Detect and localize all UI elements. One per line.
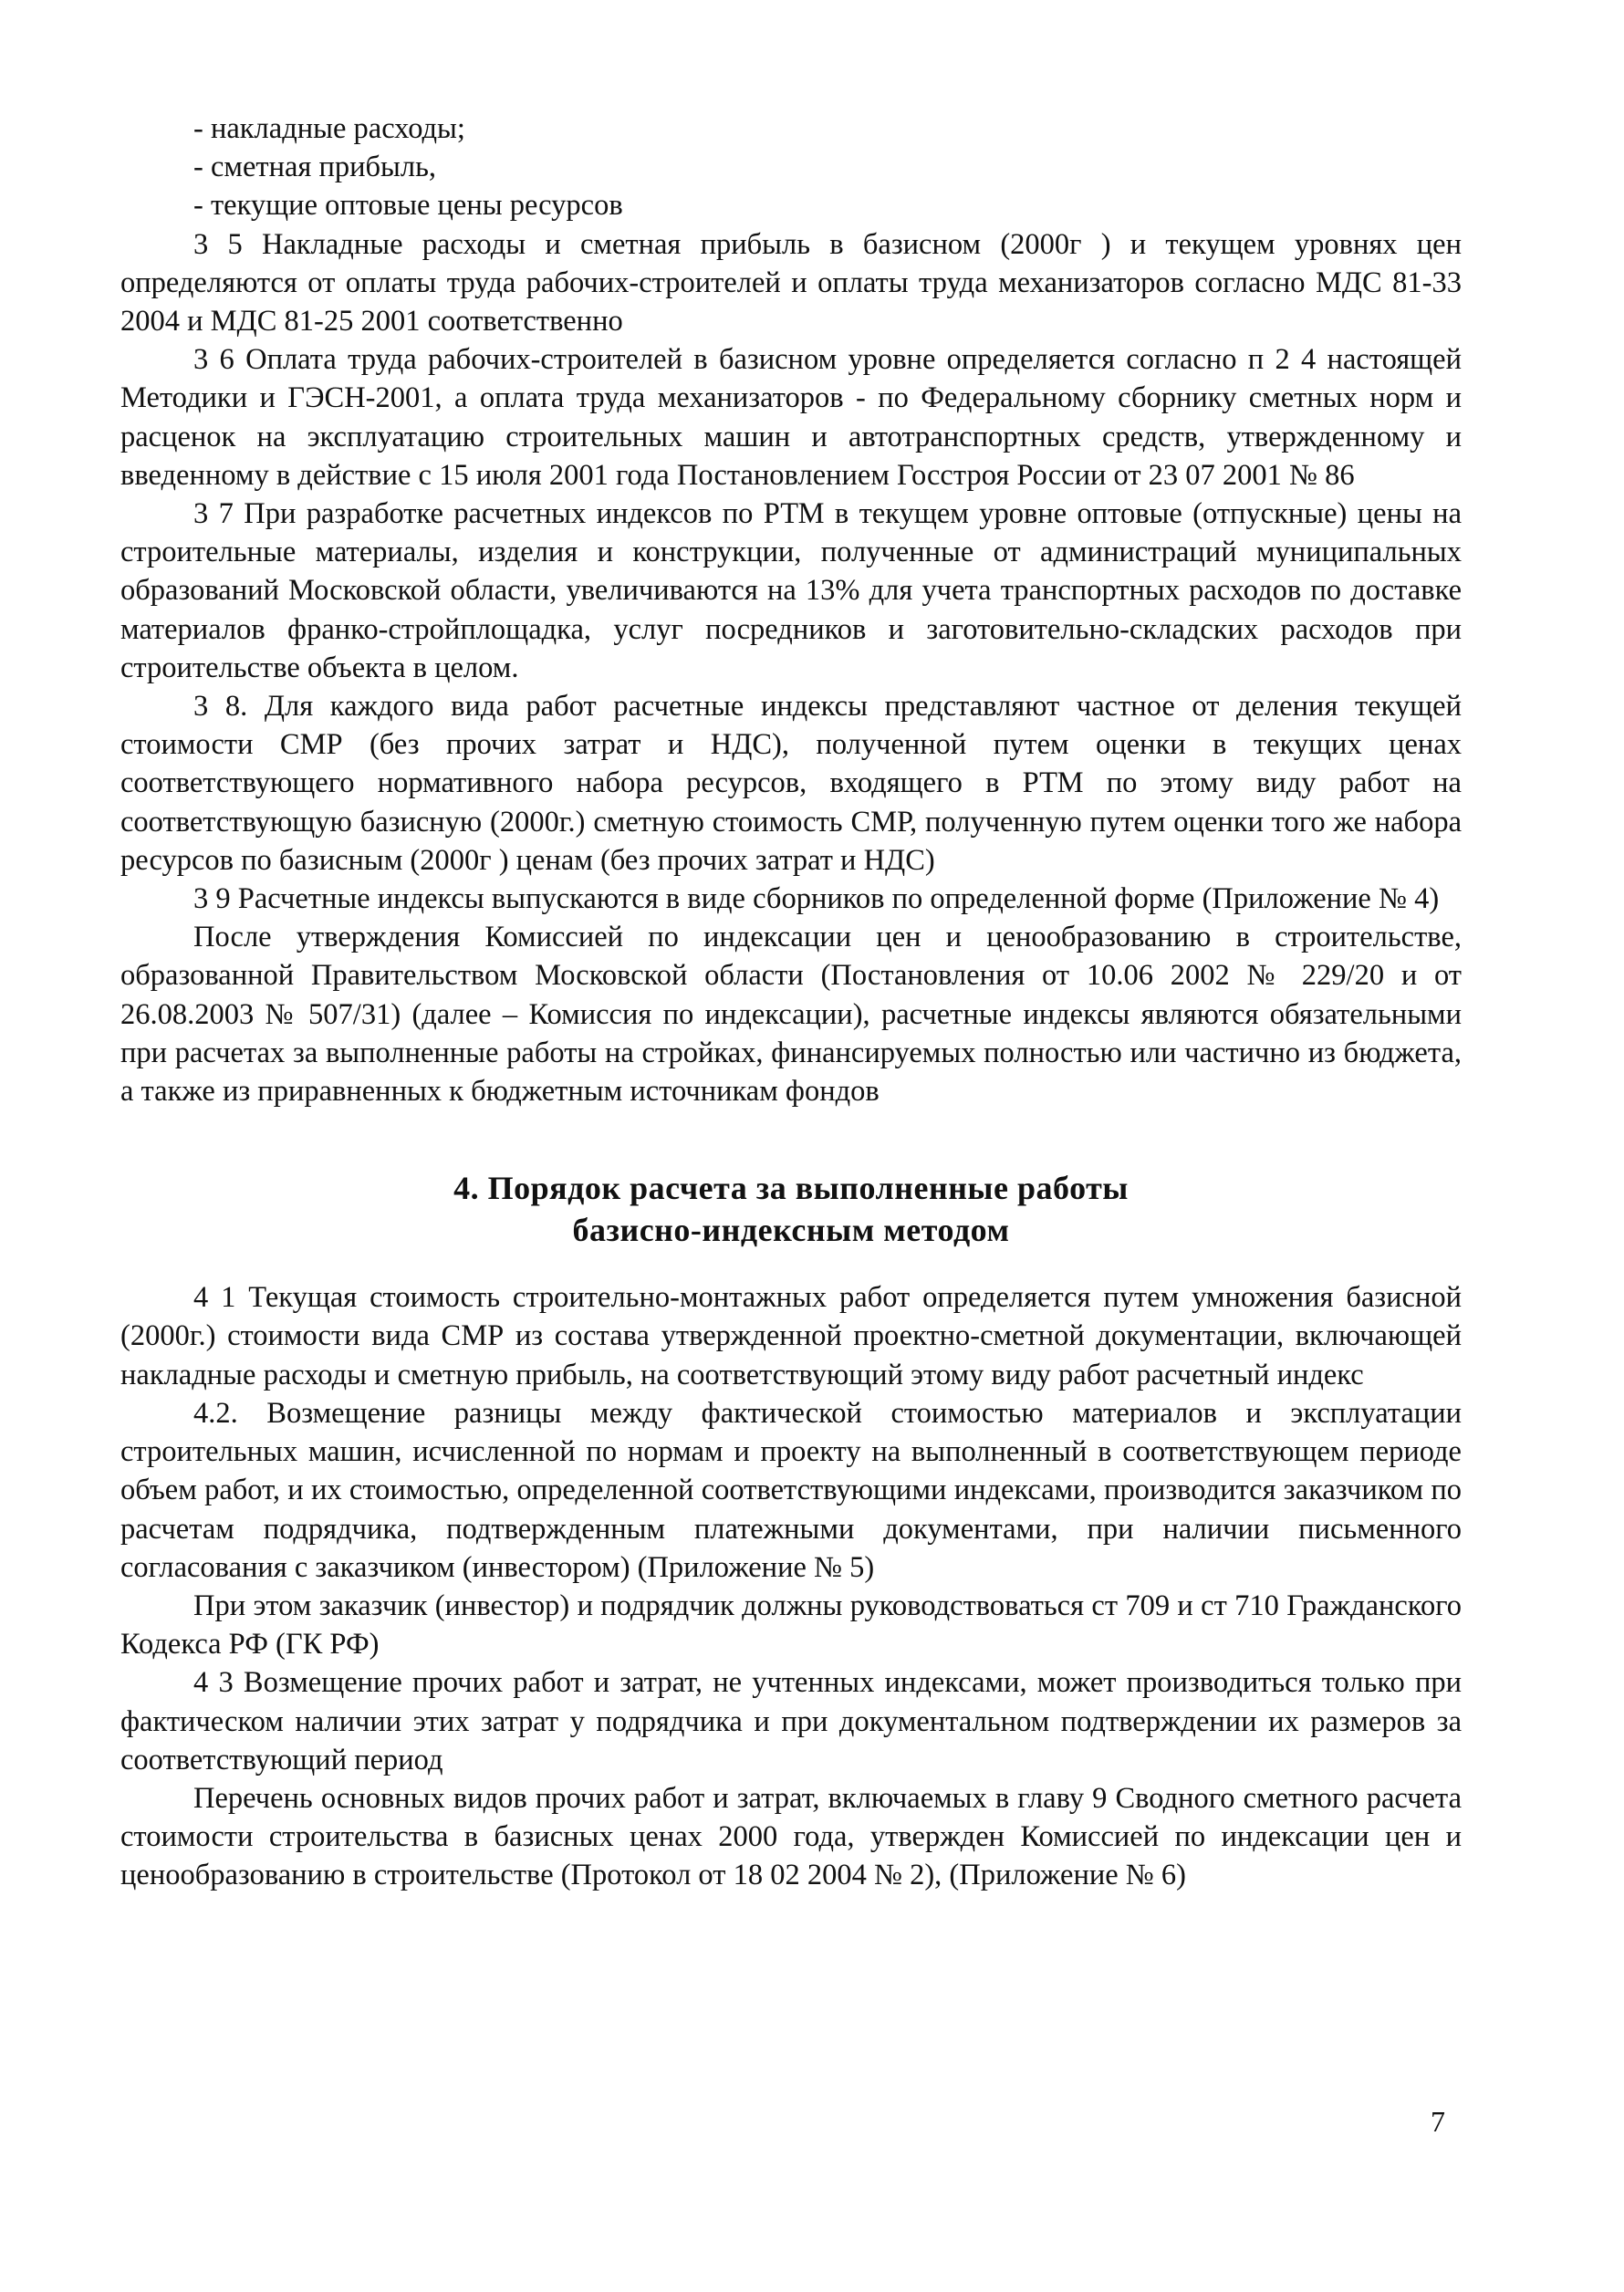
list-item: - текущие оптовые цены ресурсов xyxy=(193,189,623,223)
paragraph-approval: После утверждения Комиссией по индексации цен и ценообразованию в строительстве, образованной Правительством Московской области (Постановления от 10.06 2002 № 229/20 и от 26.08.2003 № 507/31) (далее – Комиссия по индексации), расчетные индексы являются обязательными при расчетах за выполненные работы на стройках, финансируемых полностью или частично из бюджета, а также из приравненных к бюджетным источникам фондов xyxy=(120,921,1462,1109)
paragraph-3-9: 3 9 Расчетные индексы выпускаются в виде сборников по определенной форме (Приложение № 4) xyxy=(193,882,1440,916)
paragraph-civil-code: При этом заказчик (инвестор) и подрядчик должны руководствоваться ст 709 и ст 710 Гражданского Кодекса РФ (ГК РФ) xyxy=(120,1589,1462,1662)
list-item: - накладные расходы; xyxy=(193,112,465,145)
document-page xyxy=(120,109,1462,1895)
paragraph-3-5: 3 5 Накладные расходы и сметная прибыль в базисном (2000г ) и текущем уровнях цен определяются от оплаты труда рабочих-строителей и оплаты труда механизаторов согласно МДС 81-33 2004 и МДС 81-25 2001 соответственно xyxy=(120,227,1462,339)
section-3-paragraphs xyxy=(120,225,1462,1111)
heading-line-1: 4. Порядок расчета за выполненные работы xyxy=(453,1170,1129,1207)
paragraph-3-6: 3 6 Оплата труда рабочих-строителей в базисном уровне определяется согласно п 2 4 настоящей Методики и ГЭСН-2001, а оплата труда механизаторов - по Федеральному сборнику сметных норм и расценок на эксплуатацию строительных машин и автотранспортных средств, утвержденному и введенному в действие с 15 июля 2001 года Постановлением Госстроя России от 23 07 2001 № 86 xyxy=(120,343,1462,492)
paragraph-4-2: 4.2. Возмещение разницы между фактической стоимостью материалов и эксплуатации строительных машин, исчисленной по нормам и проекту на выполненный в соответствующем периоде объем работ, и их стоимостью, определенной соответствующими индексами, производится заказчиком по расчетам подрядчика, подтвержденным платежными документами, при наличии письменного согласования с заказчиком (инвестором) (Приложение № 5) xyxy=(120,1396,1462,1584)
list-item: - сметная прибыль, xyxy=(193,151,437,184)
paragraph-other-costs-list: Перечень основных видов прочих работ и затрат, включаемых в главу 9 Сводного сметного расчета стоимости строительства в базисных ценах 2000 года, утвержден Комиссией по индексации цен и ценообразованию в строительстве (Протокол от 18 02 2004 № 2), (Приложение № 6) xyxy=(120,1781,1462,1892)
section-4-paragraphs xyxy=(120,1278,1462,1894)
page-number: 7 xyxy=(1431,2105,1445,2138)
bullet-list xyxy=(120,109,1462,225)
paragraph-4-3: 4 3 Возмещение прочих работ и затрат, не учтенных индексами, может производиться только при фактическом наличии этих затрат у подрядчика и при документальном подтверждении их размеров за соответствующий период xyxy=(120,1666,1462,1776)
paragraph-4-1: 4 1 Текущая стоимость строительно-монтажных работ определяется путем умножения базисной (2000г.) стоимости вида СМР из состава утвержденной проектно-сметной документации, включающей накладные расходы и сметную прибыль, на соответствующий этому виду работ расчетный индекс xyxy=(120,1281,1462,1391)
paragraph-3-8: 3 8. Для каждого вида работ расчетные индексы представляют частное от деления текущей стоимости СМР (без прочих затрат и НДС), полученной путем оценки в текущих ценах соответствующего нормативного набора ресурсов, входящего в РТМ по этому виду работ на соответствующую базисную (2000г.) сметную стоимость СМР, полученную путем оценки того же набора ресурсов по базисным (2000г ) ценам (без прочих затрат и НДС) xyxy=(120,690,1462,877)
paragraph-3-7: 3 7 При разработке расчетных индексов по РТМ в текущем уровне оптовые (отпускные) цены на строительные материалы, изделия и конструкции, полученные от администраций муниципальных образований Московской области, увеличиваются на 13% для учета транспортных расходов по доставке материалов франко-стройплощадка, услуг посредников и заготовительно-складских расходов при строительстве объекта в целом. xyxy=(120,497,1462,684)
section-4-heading xyxy=(120,1167,1462,1251)
heading-line-2: базисно-индексным методом xyxy=(572,1212,1010,1249)
